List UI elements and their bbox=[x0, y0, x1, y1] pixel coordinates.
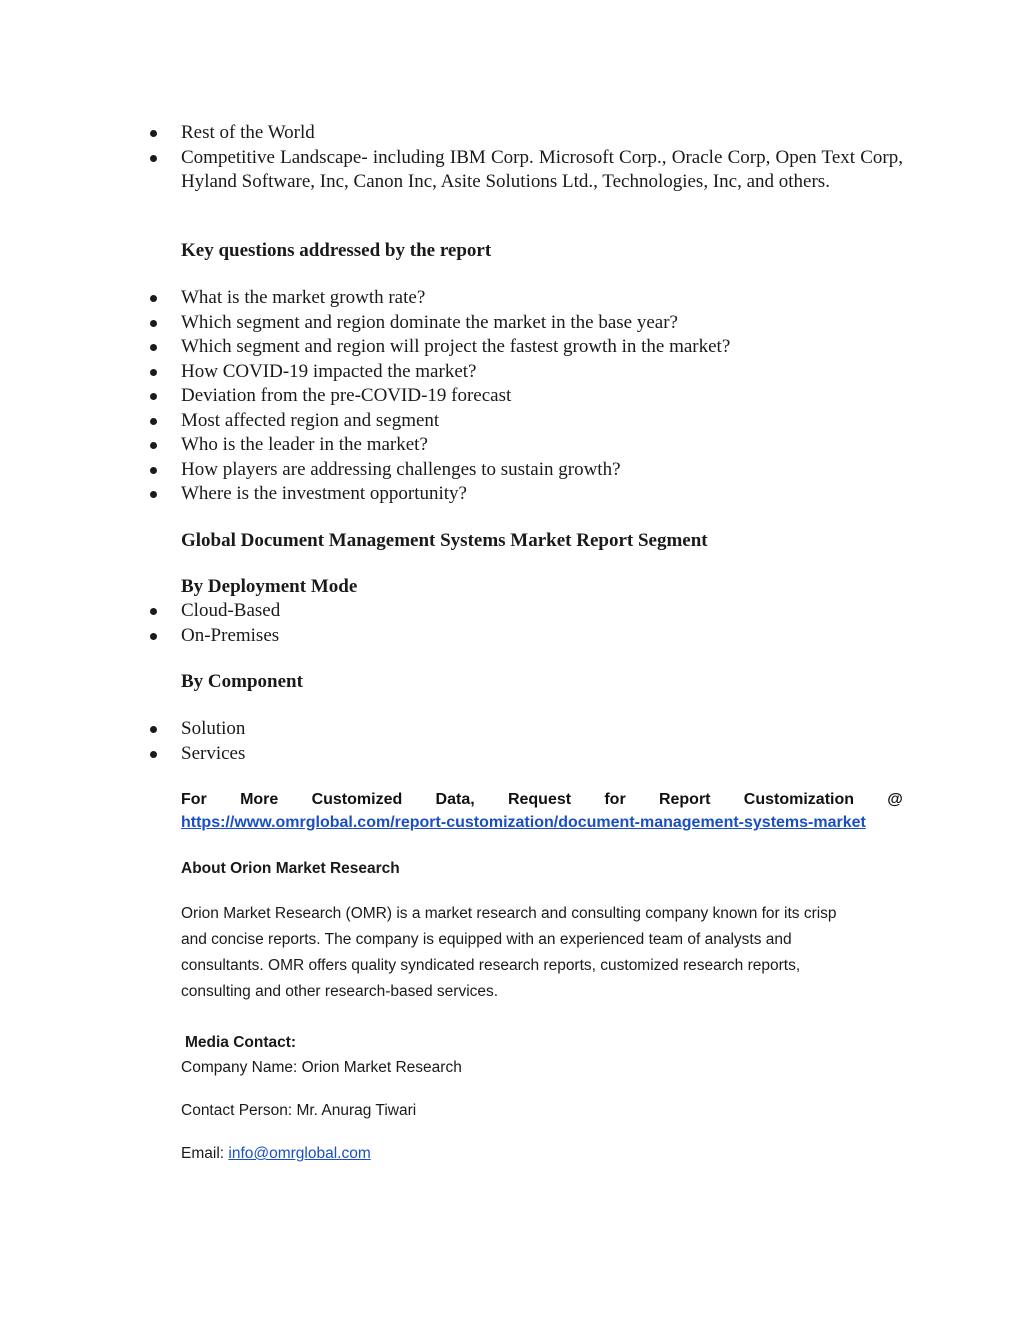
cta-word: @ bbox=[887, 791, 903, 808]
bullet-icon bbox=[150, 369, 157, 376]
cta-word: More bbox=[240, 791, 279, 808]
key-questions-heading: Key questions addressed by the report bbox=[181, 240, 492, 261]
list-item: Rest of the World bbox=[149, 121, 903, 146]
contact-person: Contact Person: Mr. Anurag Tiwari bbox=[181, 1102, 417, 1119]
email-label: Email: bbox=[181, 1145, 225, 1162]
customization-link-row bbox=[181, 814, 903, 832]
bullet-icon bbox=[150, 751, 157, 758]
cta-word: For bbox=[181, 791, 207, 808]
list-item: Most affected region and segment bbox=[149, 409, 903, 434]
list-item: Where is the investment opportunity? bbox=[149, 482, 903, 507]
bullet-icon bbox=[150, 442, 157, 449]
list-item: How players are addressing challenges to sustain growth? bbox=[149, 458, 903, 483]
list-item: What is the market growth rate? bbox=[149, 286, 903, 311]
cta-word: Report bbox=[658, 791, 711, 808]
bullet-icon bbox=[150, 726, 157, 733]
email-link[interactable]: info@omrglobal.com bbox=[228, 1145, 371, 1162]
component-list bbox=[149, 717, 903, 766]
cta-word: Request bbox=[507, 791, 572, 808]
customization-link[interactable]: https://www.omrglobal.com/report-customization/document-management-systems-market bbox=[181, 814, 866, 831]
company-name: Company Name: Orion Market Research bbox=[181, 1059, 462, 1076]
component-heading: By Component bbox=[181, 671, 303, 692]
list-item: Who is the leader in the market? bbox=[149, 433, 903, 458]
segment-heading: Global Document Management Systems Market Report Segment bbox=[181, 530, 708, 551]
list-item: Solution bbox=[149, 717, 903, 742]
cta-word: Customized bbox=[311, 791, 403, 808]
customization-cta bbox=[181, 791, 903, 809]
media-contact-heading: Media Contact: bbox=[185, 1034, 297, 1051]
cta-word: Data, bbox=[435, 791, 475, 808]
list-item: Cloud-Based bbox=[149, 599, 903, 624]
bullet-icon bbox=[150, 608, 157, 615]
key-questions-list bbox=[149, 286, 903, 507]
bullet-icon bbox=[150, 295, 157, 302]
bullet-icon bbox=[150, 393, 157, 400]
list-item: On-Premises bbox=[149, 624, 903, 649]
list-item: Services bbox=[149, 742, 903, 767]
bullet-icon bbox=[150, 467, 157, 474]
bullet-icon bbox=[150, 633, 157, 640]
list-item: Competitive Landscape- including IBM Corp. Microsoft Corp., Oracle Corp, Open Text Corp, Hyland Software, Inc, Canon Inc, Asite Solutions Ltd., Technologies, Inc, and others. bbox=[149, 146, 903, 195]
list-item: Deviation from the pre-COVID-19 forecast bbox=[149, 384, 903, 409]
bullet-icon bbox=[150, 130, 157, 137]
bullet-icon bbox=[150, 344, 157, 351]
bullet-icon bbox=[150, 155, 157, 162]
email-row bbox=[181, 1145, 903, 1163]
deployment-list bbox=[149, 599, 903, 648]
bullet-icon bbox=[150, 320, 157, 327]
cta-word: for bbox=[604, 791, 626, 808]
bullet-icon bbox=[150, 491, 157, 498]
list-item: How COVID-19 impacted the market? bbox=[149, 360, 903, 385]
deployment-heading: By Deployment Mode bbox=[181, 576, 358, 597]
bullet-icon bbox=[150, 418, 157, 425]
cta-word: Customization bbox=[743, 791, 855, 808]
region-bullet-list bbox=[149, 121, 903, 195]
list-item: Which segment and region will project the fastest growth in the market? bbox=[149, 335, 903, 360]
about-heading: About Orion Market Research bbox=[181, 860, 400, 877]
list-item: Which segment and region dominate the market in the base year? bbox=[149, 311, 903, 336]
about-paragraph: Orion Market Research (OMR) is a market research and consulting company known for its crisp and concise reports. The company is equipped with an experienced team of analysts and consultants. OMR offers quality syndicated research reports, customized research reports, consulting and other research-based services. bbox=[181, 905, 837, 1000]
